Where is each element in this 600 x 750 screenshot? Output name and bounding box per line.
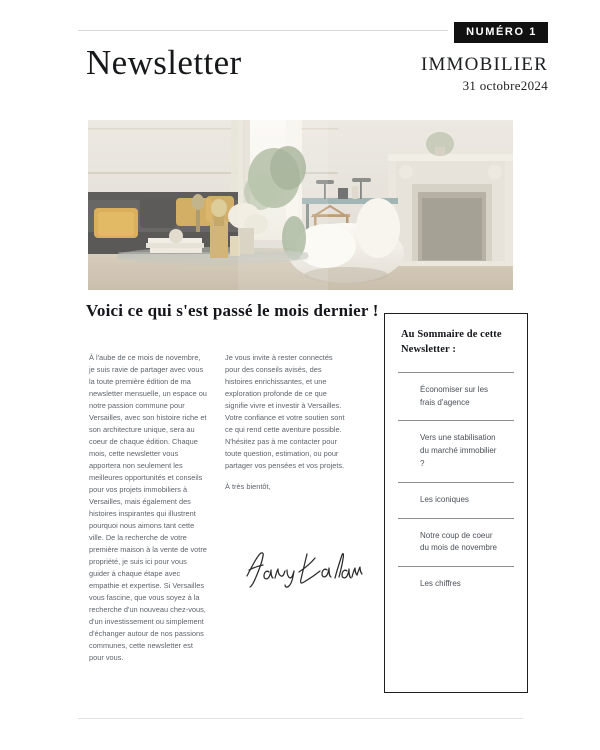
toc-title: Au Sommaire de cette Newsletter : xyxy=(401,329,502,355)
issue-date: 31 octobre2024 xyxy=(462,77,548,93)
toc-item[interactable]: Économiser sur les frais d'agence xyxy=(398,372,514,421)
signature xyxy=(243,546,363,594)
body-column-2 xyxy=(225,352,345,502)
page-title: Newsletter xyxy=(86,43,242,82)
toc-item[interactable]: Vers une stabilisation du marché immobilier ? xyxy=(398,420,514,481)
footer-divider-rule xyxy=(78,718,523,719)
toc-list xyxy=(385,372,527,602)
body-paragraph: À l'aube de ce mois de novembre, je suis ravie de partager avec vous la toute première édition de ma newsletter mensuelle, un espace ou notre passion commune pour Versailles, avec son histoire riche et son architecture unique, sera au coeur de chaque édition. Chaque mois, cette newsletter vous apportera non seulement les meilleures opportunités et conseils pour vos projets immobiliers à Versailles, mais également des histoires inspirantes qui illustrent pourquoi nous aimons tant cette ville. De la recherche de votre première maison à la vente de votre propriété, je suis ici pour vous guider à chaque étape avec empathie et expertise. Si Versailles vous fascine, que vous soyez à la recherche d'un nouveau chez-vous, d'un investissement ou simplement d'échanger autour de nos passions communes, cette newsletter est pour vous. xyxy=(89,353,207,662)
toc-item[interactable]: Les chiffres xyxy=(398,566,514,602)
header-divider-rule xyxy=(78,30,448,31)
category-label: IMMOBILIER xyxy=(420,54,548,75)
hero-image xyxy=(88,120,513,290)
body-paragraph: Je vous invite à rester connectés pour des conseils avisés, des histoires enrichissantes, et une exploration profonde de ce que signifie vivre et investir à Versailles. Votre confiance et votre soutien sont ce qui rend cette aventure possible. N'hésitez pas à me contacter pour toute question, estimation, ou pour partager vos pensées et vos projets. xyxy=(225,353,345,470)
table-of-contents-box xyxy=(384,313,528,693)
issue-number-badge: NUMÉRO 1 xyxy=(454,22,548,43)
signoff-text: À très bientôt, xyxy=(225,481,271,491)
body-column-1 xyxy=(89,352,207,673)
toc-item[interactable]: Les iconiques xyxy=(398,482,514,518)
section-headline: Voici ce qui s'est passé le mois dernier ! xyxy=(86,301,379,320)
toc-item[interactable]: Notre coup de coeur du mois de novembre xyxy=(398,518,514,567)
header-meta xyxy=(348,55,548,93)
